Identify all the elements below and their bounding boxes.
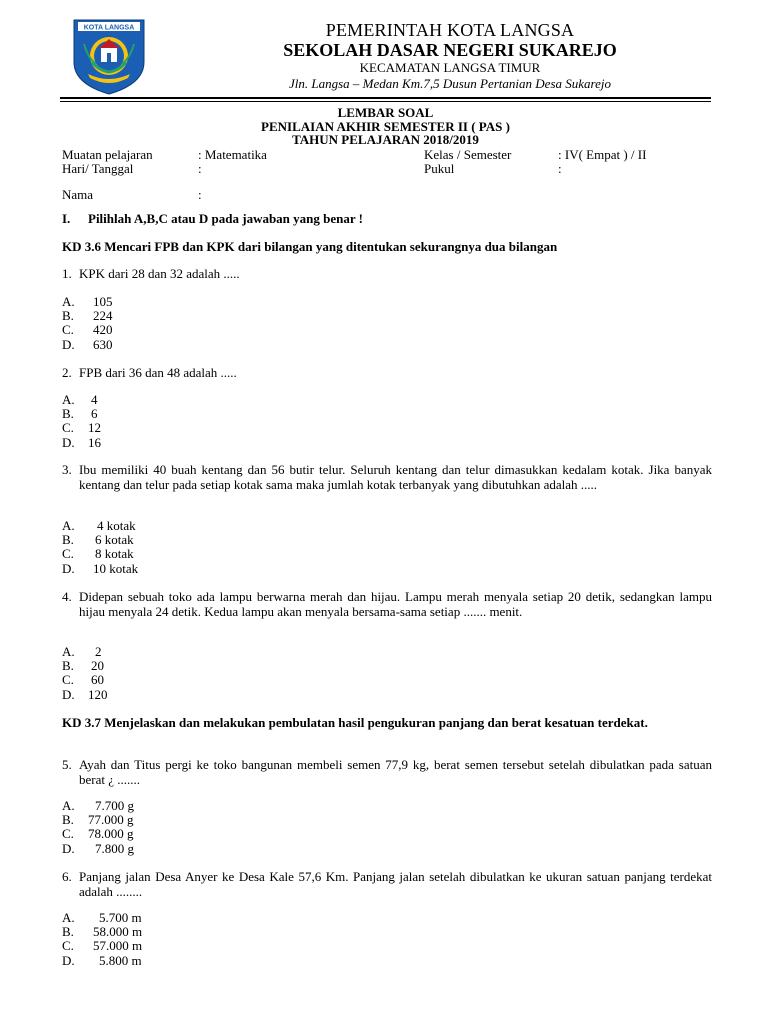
class-label: Kelas / Semester [424, 147, 512, 162]
school-address: Jln. Langsa – Medan Km.7,5 Dusun Pertanian Desa Sukarejo [289, 76, 611, 91]
question-text: FPB dari 36 dan 48 adalah ..... [79, 365, 237, 380]
option-letter: B. [62, 406, 74, 422]
date-value: : [198, 161, 202, 176]
option[interactable] [62, 842, 362, 856]
option[interactable] [62, 519, 362, 533]
info-row [62, 148, 722, 162]
option-value: 10 kotak [93, 560, 139, 576]
option[interactable] [62, 436, 362, 450]
kd-3-6-heading: KD 3.6 Mencari FPB dan KPK dari bilangan yang ditentukan sekurangnya dua bilangan [62, 239, 558, 254]
question-number: 2. [62, 365, 72, 380]
option[interactable] [62, 799, 362, 813]
question-number: 3. [62, 462, 72, 477]
question-3 [62, 463, 712, 492]
name-label: Nama [62, 187, 94, 202]
option-letter: C. [62, 546, 74, 562]
option-value: 5.800 m [99, 952, 142, 968]
option-value: 16 [88, 434, 101, 450]
question-text: Ibu memiliki 40 buah kentang dan 56 butir telur. Seluruh kentang dan telur dimasukkan kedalam kotak. Jika banyak kentang dan telur pada setiap kotak sama maka jumlah kotak terbanyak yang dibutuhkan adalah ..... [79, 462, 712, 492]
question-number: 6. [62, 869, 72, 884]
time-value: : [558, 161, 562, 176]
option-letter: D. [62, 434, 75, 450]
option[interactable] [62, 659, 362, 673]
header-divider-thin [60, 101, 711, 102]
section-instruction [62, 211, 712, 226]
title-line: LEMBAR SOAL [337, 105, 434, 120]
question-1 [62, 267, 712, 282]
option-letter: D. [62, 686, 75, 702]
option-letter: B. [62, 658, 74, 674]
options-5 [62, 799, 362, 856]
option-letter: B. [62, 812, 74, 828]
question-number: 5. [62, 757, 72, 772]
option-value: 57.000 m [93, 938, 143, 954]
option-value: 224 [93, 308, 113, 324]
option-letter: C. [62, 420, 74, 436]
option-letter: C. [62, 826, 74, 842]
question-text: Didepan sebuah toko ada lampu berwarna merah dan hijau. Lampu merah menyala setiap 20 detik, sedangkan lampu hijau menyala 24 detik. Kedua lampu akan menyala bersama-sama setiap ....... menit. [79, 589, 712, 619]
option-letter: D. [62, 840, 75, 856]
option-value: 5.700 m [99, 910, 142, 925]
option[interactable] [62, 533, 362, 547]
option[interactable] [62, 911, 362, 925]
option-letter: B. [62, 924, 74, 940]
option-value: 6 [91, 406, 98, 422]
options-6 [62, 911, 362, 968]
option-value: 7.700 g [95, 798, 134, 813]
question-number: 4. [62, 589, 72, 604]
option-value: 8 kotak [95, 546, 134, 562]
option-value: 20 [91, 658, 104, 674]
option[interactable] [62, 954, 362, 968]
government-name: PEMERINTAH KOTA LANGSA [325, 20, 575, 40]
subject-label: Muatan pelajaran [62, 147, 153, 162]
option-letter: A. [62, 392, 75, 407]
date-label: Hari/ Tanggal [62, 161, 134, 176]
question-text: Panjang jalan Desa Anyer ke Desa Kale 57,6 Km. Panjang jalan setelah dibulatkan ke ukuran satuan panjang terdekat adalah ........ [79, 869, 712, 899]
name-value: : [198, 187, 202, 202]
question-4 [62, 590, 712, 619]
option-value: 4 [91, 392, 98, 407]
option[interactable] [62, 645, 362, 659]
option-value: 420 [93, 322, 113, 338]
option[interactable] [62, 338, 362, 352]
option[interactable] [62, 407, 362, 421]
subject-value: : Matematika [198, 147, 267, 162]
option-letter: C. [62, 938, 74, 954]
header-divider [60, 97, 711, 99]
exam-title [60, 106, 711, 147]
question-text: KPK dari 28 dan 32 adalah ..... [79, 266, 240, 281]
option-letter: C. [62, 322, 74, 338]
logo-text: KOTA LANGSA [83, 24, 135, 32]
option-letter: D. [62, 336, 75, 352]
option-value: 630 [93, 336, 113, 352]
info-row [62, 162, 722, 176]
option-value: 2 [95, 644, 102, 659]
option-letter: D. [62, 560, 75, 576]
school-name: SEKOLAH DASAR NEGERI SUKAREJO [283, 40, 617, 60]
options-4 [62, 645, 362, 702]
option[interactable] [62, 827, 362, 841]
option[interactable] [62, 309, 362, 323]
instruction-text: Pilihlah A,B,C atau D pada jawaban yang benar ! [88, 211, 363, 226]
kd-3-7-heading: KD 3.7 Menjelaskan dan melakukan pembulatan hasil pengukuran panjang dan berat kesatuan terdekat. [62, 715, 648, 730]
option-value: 105 [93, 294, 113, 309]
time-label: Pukul [424, 161, 455, 176]
option[interactable] [62, 673, 362, 687]
section-number: I. [62, 211, 71, 226]
options-3 [62, 519, 362, 576]
option-letter: C. [62, 672, 74, 688]
option-value: 12 [88, 420, 101, 436]
options-2 [62, 393, 362, 450]
options-1 [62, 295, 362, 352]
name-row [62, 187, 362, 201]
option-letter: A. [62, 518, 75, 533]
option[interactable] [62, 421, 362, 435]
option-letter: B. [62, 308, 74, 324]
question-text: Ayah dan Titus pergi ke toko bangunan membeli semen 77,9 kg, berat semen tersebut setelah dibulatkan pada satuan berat ¿ ....... [79, 757, 712, 787]
question-number: 1. [62, 266, 72, 281]
option[interactable] [62, 323, 362, 337]
option-letter: B. [62, 532, 74, 548]
option[interactable] [62, 939, 362, 953]
option-value: 77.000 g [88, 812, 134, 828]
option-value: 60 [91, 672, 104, 688]
option-letter: A. [62, 644, 75, 659]
exam-info [62, 148, 722, 176]
option-value: 6 kotak [95, 532, 134, 548]
question-2 [62, 366, 712, 381]
option-value: 120 [88, 686, 108, 702]
question-6 [62, 870, 712, 899]
option-value: 4 kotak [97, 518, 136, 533]
option-letter: D. [62, 952, 75, 968]
option[interactable] [62, 295, 362, 309]
option[interactable] [62, 925, 362, 939]
option[interactable] [62, 813, 362, 827]
class-value: : IV( Empat ) / II [558, 147, 647, 162]
option-value: 58.000 m [93, 924, 143, 940]
kota-langsa-logo [70, 18, 148, 96]
option[interactable] [62, 562, 362, 576]
option-letter: A. [62, 294, 75, 309]
option[interactable] [62, 688, 362, 702]
district-name: KECAMATAN LANGSA TIMUR [359, 60, 541, 75]
option-value: 78.000 g [88, 826, 134, 842]
letterhead [160, 20, 740, 92]
question-5 [62, 758, 712, 787]
option[interactable] [62, 393, 362, 407]
option-value: 7.800 g [95, 840, 134, 856]
option[interactable] [62, 547, 362, 561]
option-letter: A. [62, 910, 75, 925]
title-line: PENILAIAN AKHIR SEMESTER II ( PAS ) [261, 118, 510, 134]
option-letter: A. [62, 798, 75, 813]
title-line: TAHUN PELAJARAN 2018/2019 [292, 132, 479, 147]
